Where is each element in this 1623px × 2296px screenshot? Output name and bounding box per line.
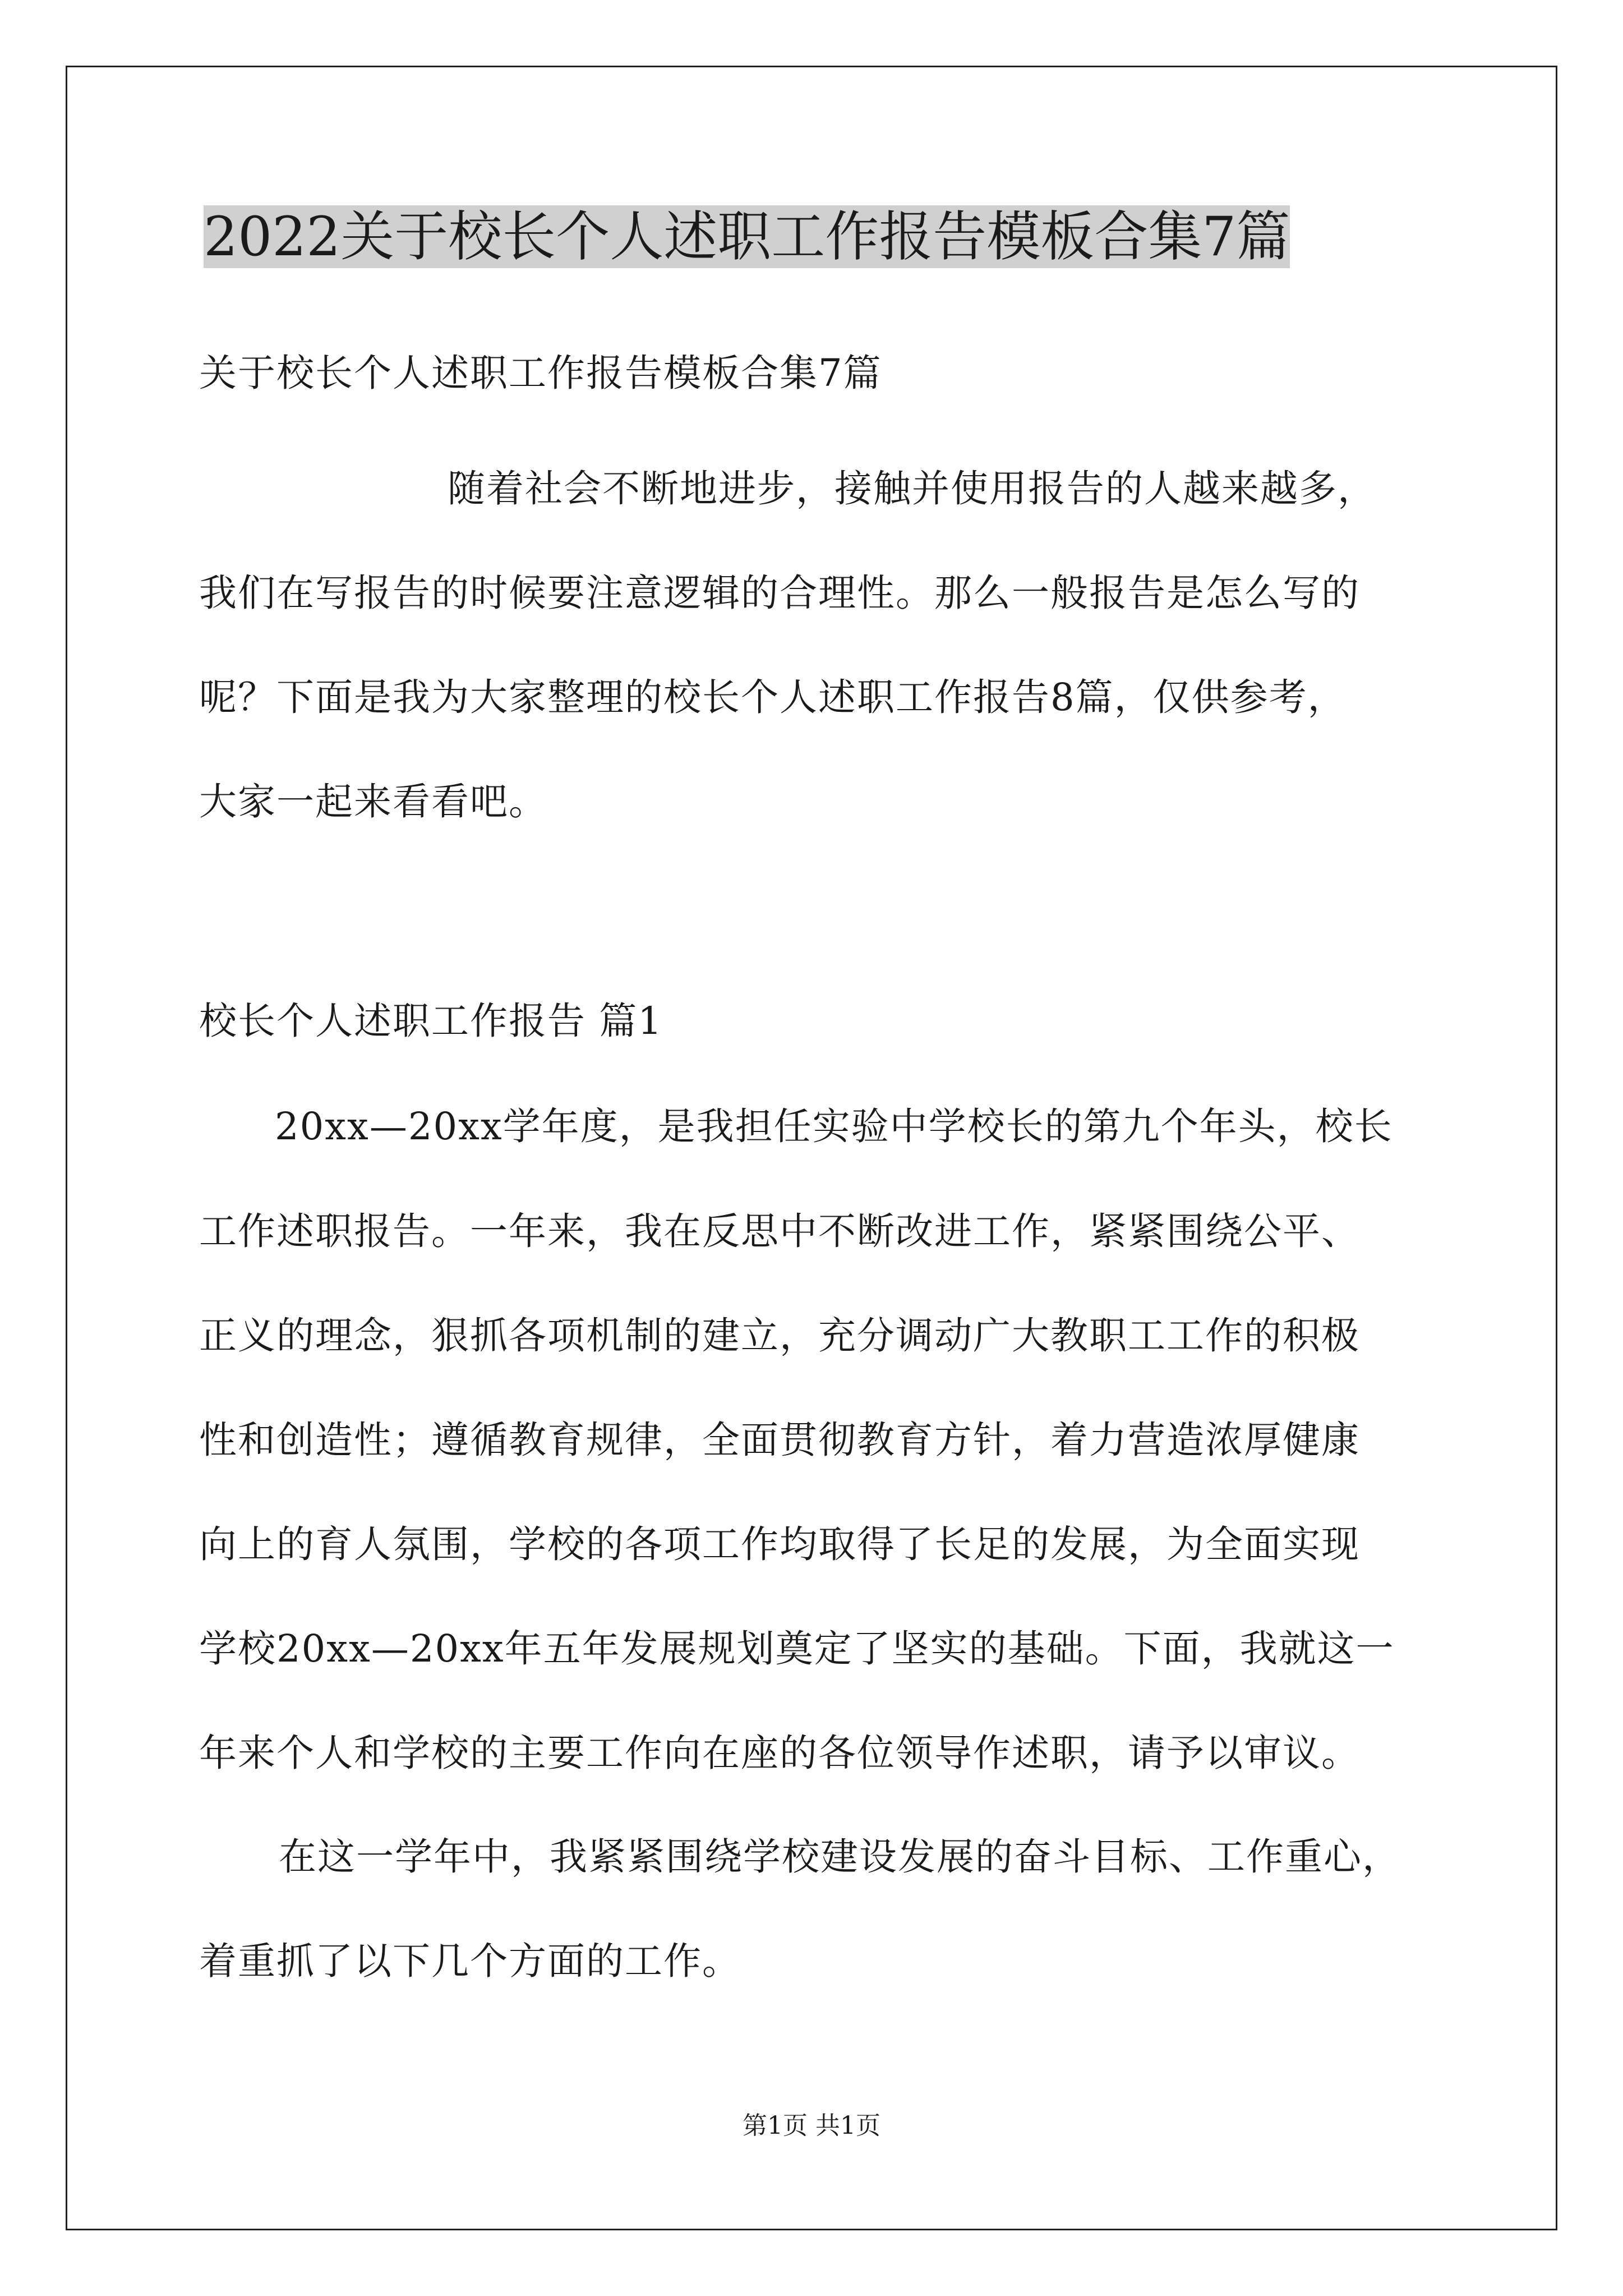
paragraph1-line-6: 学校20xx—20xx年五年发展规划奠定了坚实的基础。下面，我就这一 bbox=[199, 1627, 1395, 1671]
paragraph2-line-1: 在这一学年中，我紧紧围绕学校建设发展的奋斗目标、工作重心， bbox=[279, 1835, 1401, 1879]
intro-line-4: 大家一起来看看吧。 bbox=[199, 780, 547, 823]
paragraph1-line-3: 正义的理念，狠抓各项机制的建立，充分调动广大教职工工作的积极 bbox=[199, 1314, 1360, 1358]
document-title-text: 2022关于校长个人述职工作报告模板合集7篇 bbox=[204, 205, 1290, 268]
paragraph2-line-2: 着重抓了以下几个方面的工作。 bbox=[199, 1939, 741, 1983]
document-title bbox=[199, 197, 1294, 276]
document-subtitle: 关于校长个人述职工作报告模板合集7篇 bbox=[199, 351, 882, 395]
paragraph1-line-1: 20xx—20xx学年度，是我担任实验中学校长的第九个年头，校长 bbox=[275, 1105, 1393, 1148]
page-footer: 第1页 共1页 bbox=[743, 2111, 880, 2140]
intro-line-1: 随着社会不断地进步，接触并使用报告的人越来越多， bbox=[448, 467, 1376, 510]
paragraph1-line-2: 工作述职报告。一年来，我在反思中不断改进工作，紧紧围绕公平、 bbox=[199, 1209, 1360, 1253]
intro-line-2: 我们在写报告的时候要注意逻辑的合理性。那么一般报告是怎么写的 bbox=[199, 571, 1360, 615]
paragraph1-line-4: 性和创造性；遵循教育规律，全面贯彻教育方针，着力营造浓厚健康 bbox=[199, 1418, 1360, 1462]
section-heading: 校长个人述职工作报告 篇1 bbox=[199, 999, 663, 1043]
paragraph1-line-7: 年来个人和学校的主要工作向在座的各位领导作述职，请予以审议。 bbox=[199, 1731, 1360, 1775]
intro-line-3: 呢？下面是我为大家整理的校长个人述职工作报告8篇，仅供参考， bbox=[199, 675, 1347, 719]
paragraph1-line-5: 向上的育人氛围，学校的各项工作均取得了长足的发展，为全面实现 bbox=[199, 1522, 1360, 1566]
